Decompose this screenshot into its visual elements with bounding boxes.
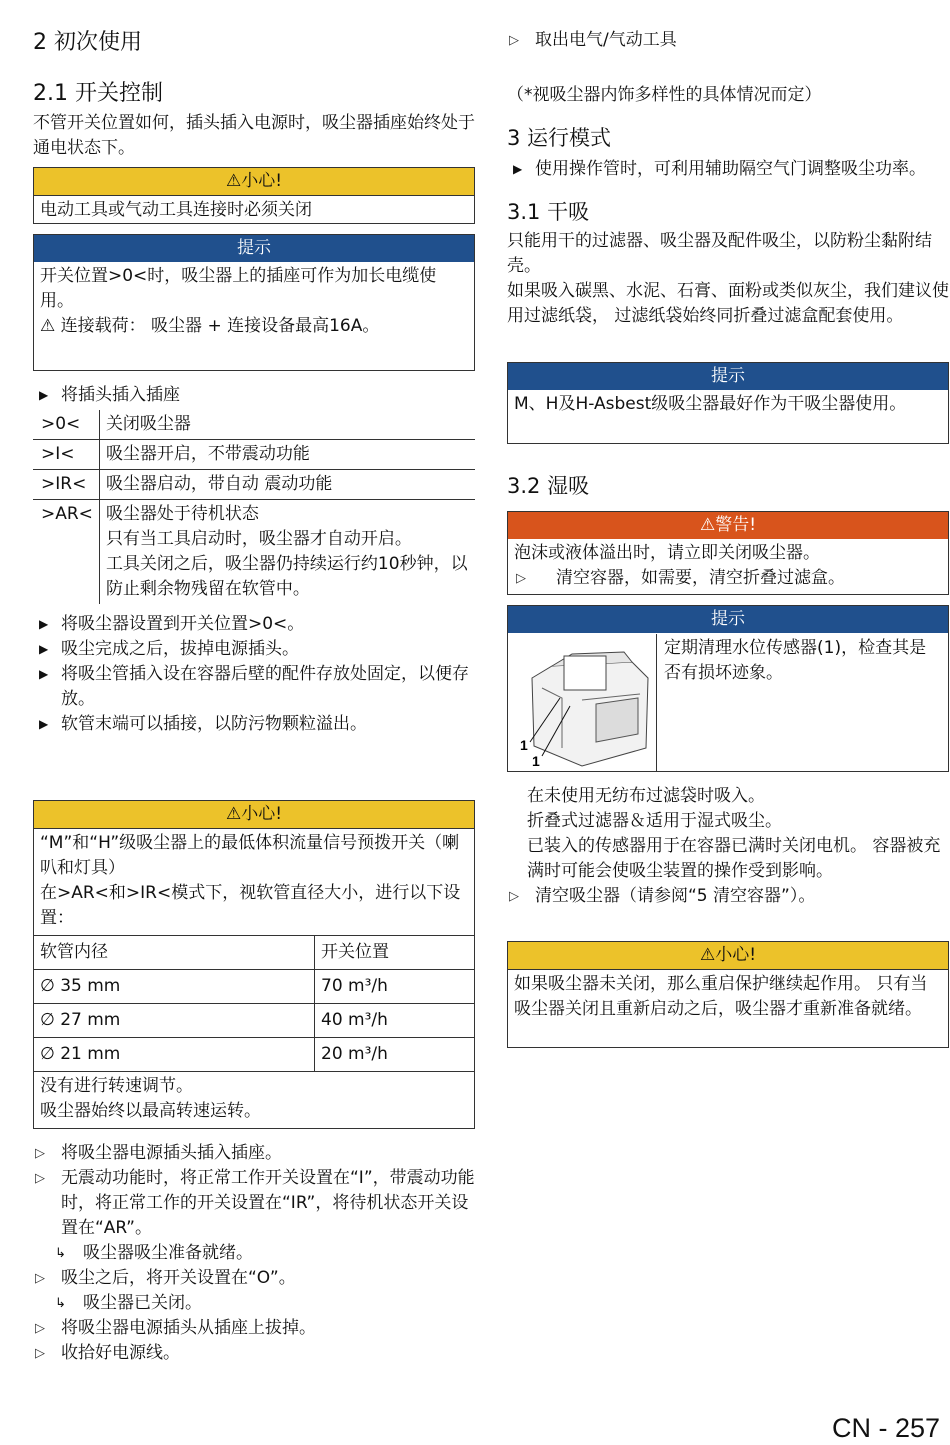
step-remove-tools: ▷ 取出电气/气动工具	[507, 28, 949, 53]
list-item: ▷ 将吸尘器电源插头插入插座。	[33, 1141, 475, 1166]
hint-line: 开关位置>0<时，吸尘器上的插座可作为加长电缆使用。	[40, 266, 437, 311]
wet-notes: 在未使用无纺布过滤袋时吸入。 折叠式过滤器＆适用于湿式吸尘。 已装入的传感器用于在容器已满时关闭电机。 容器被充满时可能会使吸尘装置的操作受到影响。	[527, 786, 941, 881]
list-item: ▶ 软管末端可以插接，以防污物颗粒溢出。	[33, 712, 475, 737]
triangle-icon: ▷	[35, 1171, 45, 1186]
warning-bar: ⚠警告!	[508, 512, 948, 539]
bullet-icon: ▶	[39, 717, 49, 731]
vacuum-illustration	[512, 638, 652, 770]
steps-list-3	[33, 1141, 475, 1366]
result-arrow-icon: ↳	[55, 1246, 66, 1261]
triangle-icon: ▷	[35, 1146, 45, 1161]
right-column	[507, 28, 949, 1048]
hint-bar: 提示	[34, 235, 474, 262]
caution-bar: ⚠小心!	[34, 801, 474, 829]
hint-box-2	[507, 362, 949, 444]
caution-box-1	[33, 167, 475, 224]
hint-bar: 提示	[508, 606, 948, 633]
hint-bar: 提示	[508, 363, 948, 390]
triangle-icon: ▷	[35, 1346, 45, 1361]
hint-text: 定期清理水位传感器(1)，检查其是否有损坏迹象。	[664, 638, 927, 683]
list-item: ▷ 无震动功能时，将正常工作开关设置在“I”，带震动功能时，将正常工作的开关设置在“IR”，将待机状态开关设置在“AR”。	[35, 1168, 475, 1238]
caution-box-2: ⚠小心! “M”和“H”级吸尘器上的最低体积流量信号预拨开关（喇叭和灯具） 在>AR<和>IR<模式下，视软管直径大小，进行以下设置： 软管内径 开关位置 ∅ 35 mm 70 m³/h ∅ 27 mm 40 m³/h ∅ 21 mm 20 m³/h 没有进行转速调节。 吸尘器始终以最高转速运转。	[33, 800, 475, 1129]
flow-table	[34, 935, 474, 1071]
hint-text: M、H及H-Asbest级吸尘器最好作为干吸尘器使用。	[514, 394, 907, 414]
table-row: 软管内径 开关位置	[34, 936, 474, 970]
hint-box-1	[33, 234, 475, 371]
result-item: ↳ 吸尘器吸尘准备就绪。	[33, 1241, 475, 1266]
table-row: ∅ 35 mm 70 m³/h	[34, 970, 474, 1004]
list-item: ▶ 吸尘完成之后，拔掉电源插头。	[33, 637, 475, 662]
bullet-icon: ▶	[39, 617, 49, 631]
caution-box-3	[507, 941, 949, 1048]
heading-initial-use: 2 初次使用	[33, 30, 142, 55]
table-row: >0< 关闭吸尘器	[33, 410, 475, 440]
page-number: CN - 257	[831, 1413, 940, 1443]
triangle-icon: ▷	[35, 1321, 45, 1336]
table-row: ∅ 27 mm 40 m³/h	[34, 1004, 474, 1038]
note-text: （*视吸尘器内饰多样性的具体情况而定）	[507, 85, 822, 105]
result-arrow-icon: ↳	[55, 1296, 66, 1311]
intro-text: 不管开关位置如何，插头插入电源时，吸尘器插座始终处于通电状态下。	[33, 113, 475, 158]
hint-box-3	[507, 605, 949, 772]
callout-label: 1	[520, 737, 528, 753]
table-row: >AR< 吸尘器处于待机状态 只有当工具启动时，吸尘器才自动开启。 工具关闭之后，吸尘器仍持续运行约10秒钟，以防止剩余物残留在软管中。	[33, 500, 475, 605]
warning-box: ⚠警告! 泡沫或液体溢出时，请立即关闭吸尘器。 ▷ 清空容器，如需要，清空折叠过滤盒。	[507, 511, 949, 595]
triangle-icon: ▷	[509, 889, 519, 904]
switch-modes-table	[33, 410, 475, 604]
list-item: ▷ 将吸尘器电源插头从插座上拔掉。	[33, 1316, 475, 1341]
heading-dry-suction: 3.1 干吸	[507, 200, 590, 224]
triangle-icon: ▷	[516, 571, 526, 586]
triangle-icon: ▷	[509, 33, 519, 48]
bullet-icon: ▶	[39, 667, 49, 681]
caution-bar: ⚠小心!	[508, 942, 948, 970]
list-item: ▷ 吸尘之后，将开关设置在“O”。	[33, 1266, 475, 1291]
triangle-icon: ▷	[35, 1271, 45, 1286]
step-empty-container: ▷ 清空吸尘器（请参阅“5 清空容器”）。	[507, 884, 949, 909]
list-item: ▷ 收拾好电源线。	[33, 1341, 475, 1366]
list-item: ▶ 将吸尘器设置到开关位置>0<。	[33, 612, 475, 637]
caution-bar: ⚠小心!	[34, 168, 474, 196]
dry-text-1: 只能用干的过滤器、吸尘器及配件吸尘，以防粉尘黏附结壳。	[507, 231, 932, 276]
hint-line: ⚠ 连接载荷： 吸尘器 + 连接设备最高16A。	[40, 316, 380, 336]
dry-text-2: 如果吸入碳黑、水泥、石膏、面粉或类似灰尘，我们建议使用过滤纸袋， 过滤纸袋始终同折叠过滤盒配套使用。	[507, 281, 949, 326]
bullet-icon: ▶	[513, 162, 523, 176]
caution-text: 如果吸尘器未关闭，那么重启保护继续起作用。 只有当吸尘器关闭且重新启动之后，吸尘器才重新准备就绪。	[514, 974, 928, 1019]
table-row: >IR< 吸尘器启动，带自动 震动功能	[33, 470, 475, 500]
bullet-icon: ▶	[39, 642, 49, 656]
step-pipe: ▶ 使用操作管时，可利用辅助隔空气门调整吸尘功率。	[507, 157, 949, 182]
table-row: ∅ 21 mm 20 m³/h	[34, 1038, 474, 1072]
heading-switch-control: 2.1 开关控制	[33, 81, 163, 106]
result-item: ↳ 吸尘器已关闭。	[33, 1291, 475, 1316]
table-row: >I< 吸尘器开启，不带震动功能	[33, 440, 475, 470]
heading-wet-suction: 3.2 湿吸	[507, 474, 590, 498]
list-item: ▶ 将吸尘管插入设在容器后壁的配件存放处固定，以便存放。	[39, 664, 469, 709]
heading-operating-mode: 3 运行模式	[507, 126, 612, 150]
steps-list-2	[33, 612, 475, 737]
step-plug-in: ▶ 将插头插入插座	[33, 383, 475, 408]
caution-text: 电动工具或气动工具连接时必须关闭	[40, 200, 312, 220]
bullet-icon: ▶	[39, 388, 49, 402]
callout-label: 1	[532, 753, 540, 769]
left-column	[33, 28, 475, 1366]
